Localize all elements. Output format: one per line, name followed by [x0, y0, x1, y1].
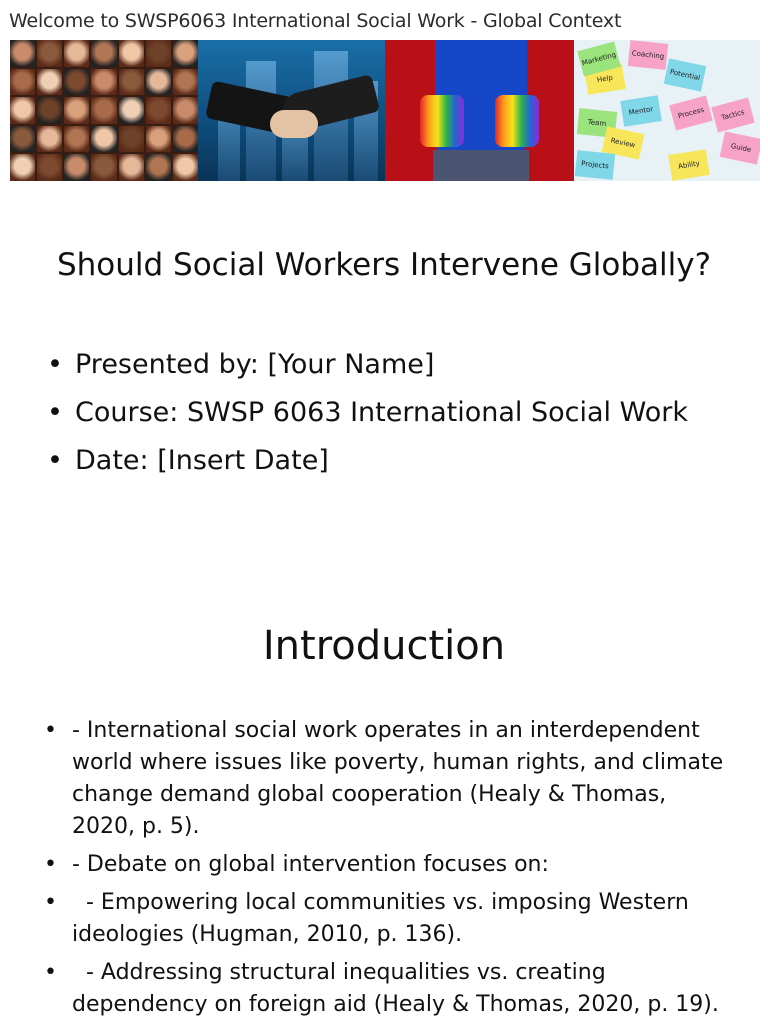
sticky-notes-image — [574, 40, 760, 181]
sticky-note: Process — [669, 96, 712, 131]
page-header-title: Welcome to SWSP6063 International Social Work - Global Context — [9, 10, 622, 32]
painted-hands-image — [385, 40, 574, 181]
intro-bullet: • - Empowering local communities vs. imposing Western ideologies (Hugman, 2010, p. 136). — [44, 887, 724, 951]
sticky-note: Guide — [720, 131, 760, 164]
intro-bullet: • - Addressing structural inequalities vs. creating dependency on foreign aid (Healy & Thomas, 2020, p. 19). — [44, 957, 724, 1021]
introduction-bullet-list — [44, 715, 724, 1027]
sticky-note: Ability — [668, 149, 710, 181]
slide-title: Should Social Workers Intervene Globally? — [56, 247, 712, 283]
sticky-note: Projects — [575, 150, 616, 180]
bullet-presenter: • Presented by: [Your Name] — [47, 341, 747, 389]
sticky-note: Team — [577, 108, 618, 138]
handshake-city-image — [198, 40, 385, 181]
intro-bullet: • - Debate on global intervention focuses on: — [44, 849, 724, 881]
sticky-note: Help — [584, 63, 626, 95]
sticky-note: Potential — [664, 58, 707, 91]
intro-bullet: • - International social work operates in an interdependent world where issues like poverty, human rights, and climate change demand global cooperation (Healy & Thomas, 2020, p. 5). — [44, 715, 724, 843]
sticky-note: Mentor — [620, 95, 662, 127]
slide-bullet-list — [47, 341, 747, 485]
introduction-title: Introduction — [262, 623, 506, 669]
sticky-note: Review — [602, 126, 645, 159]
bullet-course: • Course: SWSP 6063 International Social Work — [47, 389, 747, 437]
faces-collage-image — [10, 40, 198, 181]
sticky-note: Tactics — [711, 98, 754, 133]
header-banner — [10, 40, 760, 181]
sticky-note: Coaching — [628, 40, 669, 70]
sticky-note: Marketing — [577, 42, 620, 77]
bullet-date: • Date: [Insert Date] — [47, 437, 747, 485]
